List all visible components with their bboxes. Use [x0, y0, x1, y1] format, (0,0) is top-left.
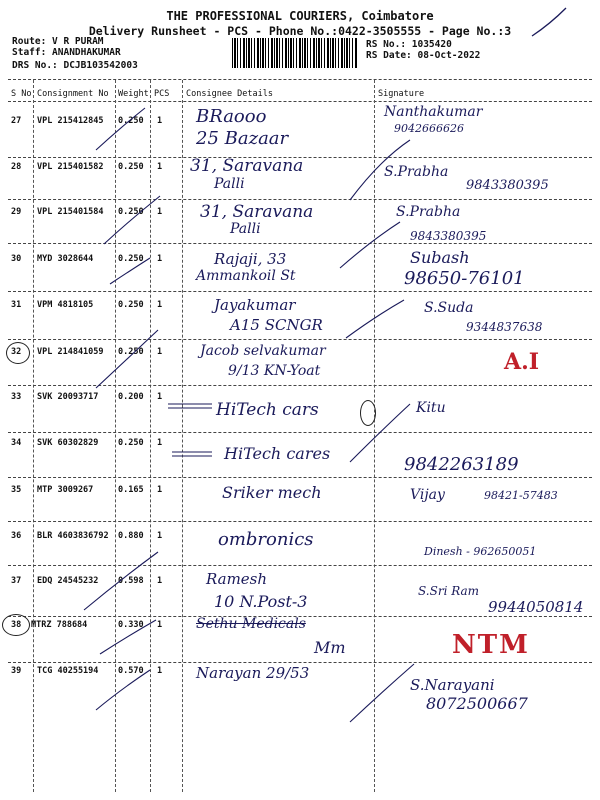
row-consignment: TCG 40255194 [37, 666, 99, 676]
company-title: THE PROFESSIONAL COURIERS, Coimbatore [166, 9, 434, 23]
row-weight: 0.250 [118, 347, 144, 357]
rs-date: RS Date: 08-Oct-2022 [366, 50, 481, 61]
row-sno: 36 [11, 531, 22, 541]
pen-tick-mark [530, 6, 570, 42]
circle-mark [360, 400, 376, 426]
row-weight: 0.250 [118, 300, 144, 310]
consignee-line: Mm [314, 638, 346, 657]
col-pcs: PCS [154, 89, 170, 99]
row-weight: 0.598 [118, 576, 144, 586]
row-consignment: SVK 20093717 [37, 392, 99, 402]
col-weight: Weight [118, 89, 149, 99]
row-divider [8, 662, 592, 663]
row-pcs: 1 [157, 485, 163, 495]
consignee-line: Rajaji, 33 [214, 250, 287, 268]
signature-line: Nanthakumar [384, 104, 483, 120]
row-divider [8, 291, 592, 292]
row-consignment: BLR 4603836792 [37, 531, 109, 541]
row-pcs: 1 [157, 162, 163, 172]
row-sno: 38 [11, 620, 22, 630]
row-pcs: 1 [157, 620, 163, 630]
consignee-line: HiTech cars [216, 400, 319, 420]
col-consignee: Consignee Details [186, 89, 273, 99]
row-divider [8, 432, 592, 433]
signature-line: 9944050814 [488, 598, 584, 616]
row-consignment: MTP 3009267 [37, 485, 94, 495]
route-label: Route: V R PURAM [12, 36, 104, 47]
row-consignment: VPL 215401582 [37, 162, 104, 172]
consignee-line: Sriker mech [222, 483, 322, 502]
consignee-line: 9/13 KN-Yoat [228, 363, 321, 379]
signature-line: S.Narayani [410, 676, 495, 694]
signature-line: S.Suda [424, 300, 474, 316]
row-divider [8, 199, 592, 200]
row-pcs: 1 [157, 254, 163, 264]
signature-line: S.Prabha [396, 204, 461, 220]
consignee-line: 25 Bazaar [196, 128, 289, 149]
row-pcs: 1 [157, 531, 163, 541]
header-divider [8, 79, 592, 80]
row-consignment: VPM 4818105 [37, 300, 94, 310]
signature-line: 9843380395 [410, 229, 487, 243]
row-weight: 0.250 [118, 162, 144, 172]
row-consignment: VPL 215412845 [37, 116, 104, 126]
drs-number: DRS No.: DCJB103542003 [12, 60, 138, 71]
row-sno: 39 [11, 666, 22, 676]
row-sno: 31 [11, 300, 22, 310]
col-consignment: Consignment No [37, 89, 109, 99]
row-divider [8, 521, 592, 522]
col-signature: Signature [378, 89, 425, 99]
signature-stamp: NTM [452, 630, 530, 660]
row-sno: 32 [11, 347, 22, 357]
consignee-line: HiTech cares [224, 444, 331, 463]
row-pcs: 1 [157, 666, 163, 676]
runsheet-subtitle: Delivery Runsheet - PCS - Phone No.:0422-3505555 - Page No.:3 [88, 24, 512, 38]
consignee-line: A15 SCNGR [230, 316, 323, 334]
consignee-line: 31, Saravana [190, 156, 304, 176]
row-pcs: 1 [157, 576, 163, 586]
signature-line: S.Sri Ram [418, 584, 480, 598]
signature-line: 8072500667 [426, 694, 528, 713]
consignee-line: BRaooo [196, 106, 267, 127]
row-consignment: SVK 60302829 [37, 438, 99, 448]
consignee-line: Palli [214, 176, 245, 192]
row-divider [8, 477, 592, 478]
row-pcs: 1 [157, 392, 163, 402]
consignee-line: Sethu Medicals [196, 616, 306, 632]
signature-line: Kitu [416, 400, 446, 416]
signature-line: Subash [410, 248, 470, 267]
col-sno: S No [11, 89, 32, 99]
consignee-line: Narayan 29/53 [196, 664, 310, 682]
row-consignment: VPL 214841059 [37, 347, 104, 357]
consignee-line: 31, Saravana [200, 202, 314, 222]
consignee-line: Ammankoil St [196, 268, 296, 284]
consignee-line: Palli [230, 221, 261, 237]
signature-line: Dinesh - 962650051 [424, 545, 537, 558]
signature-stamp: A.I [504, 349, 540, 375]
row-sno: 34 [11, 438, 22, 448]
row-weight: 0.570 [118, 666, 144, 676]
consignee-line: Ramesh [206, 570, 268, 588]
signature-line: 98650-76101 [404, 268, 525, 289]
row-sno: 30 [11, 254, 22, 264]
row-divider [8, 339, 592, 340]
grid-line [33, 80, 34, 792]
row-consignment: EDQ 24545232 [37, 576, 99, 586]
signature-line: 9344837638 [466, 320, 543, 334]
row-consignment: VPL 215401584 [37, 207, 104, 217]
grid-line [182, 80, 183, 792]
row-weight: 0.330 [118, 620, 144, 630]
row-consignment: MTRZ 788684 [31, 620, 88, 630]
row-weight: 0.165 [118, 485, 144, 495]
row-sno: 33 [11, 392, 22, 402]
signature-line: 9842263189 [404, 454, 519, 475]
row-sno: 28 [11, 162, 22, 172]
consignee-line: ombronics [218, 529, 314, 550]
staff-label: Staff: ANANDHAKUMAR [12, 47, 121, 58]
row-weight: 0.250 [118, 207, 144, 217]
row-weight: 0.880 [118, 531, 144, 541]
row-weight: 0.250 [118, 254, 144, 264]
grid-line [115, 80, 116, 792]
row-divider [8, 385, 592, 386]
signature-line: S.Prabha [384, 164, 449, 180]
consignee-line: Jayakumar [214, 296, 296, 314]
row-sno: 29 [11, 207, 22, 217]
row-divider [8, 565, 592, 566]
signature-line: Vijay [410, 487, 445, 503]
signature-line: 9042666626 [394, 122, 464, 135]
row-consignment: MYD 3028644 [37, 254, 94, 264]
column-header-divider [8, 101, 592, 102]
row-sno: 27 [11, 116, 22, 126]
consignee-line: Jacob selvakumar [200, 343, 326, 359]
grid-line [374, 80, 375, 792]
rs-number: RS No.: 1035420 [366, 39, 452, 50]
signature-line: 9843380395 [466, 178, 549, 193]
consignee-line: 10 N.Post-3 [214, 592, 308, 611]
signature-line: 98421-57483 [484, 489, 558, 502]
row-sno: 37 [11, 576, 22, 586]
row-pcs: 1 [157, 438, 163, 448]
row-weight: 0.200 [118, 392, 144, 402]
row-weight: 0.250 [118, 116, 144, 126]
barcode [232, 38, 358, 68]
grid-line [150, 80, 151, 792]
row-pcs: 1 [157, 207, 163, 217]
row-weight: 0.250 [118, 438, 144, 448]
row-pcs: 1 [157, 116, 163, 126]
row-sno: 35 [11, 485, 22, 495]
row-pcs: 1 [157, 347, 163, 357]
row-pcs: 1 [157, 300, 163, 310]
row-divider [8, 243, 592, 244]
